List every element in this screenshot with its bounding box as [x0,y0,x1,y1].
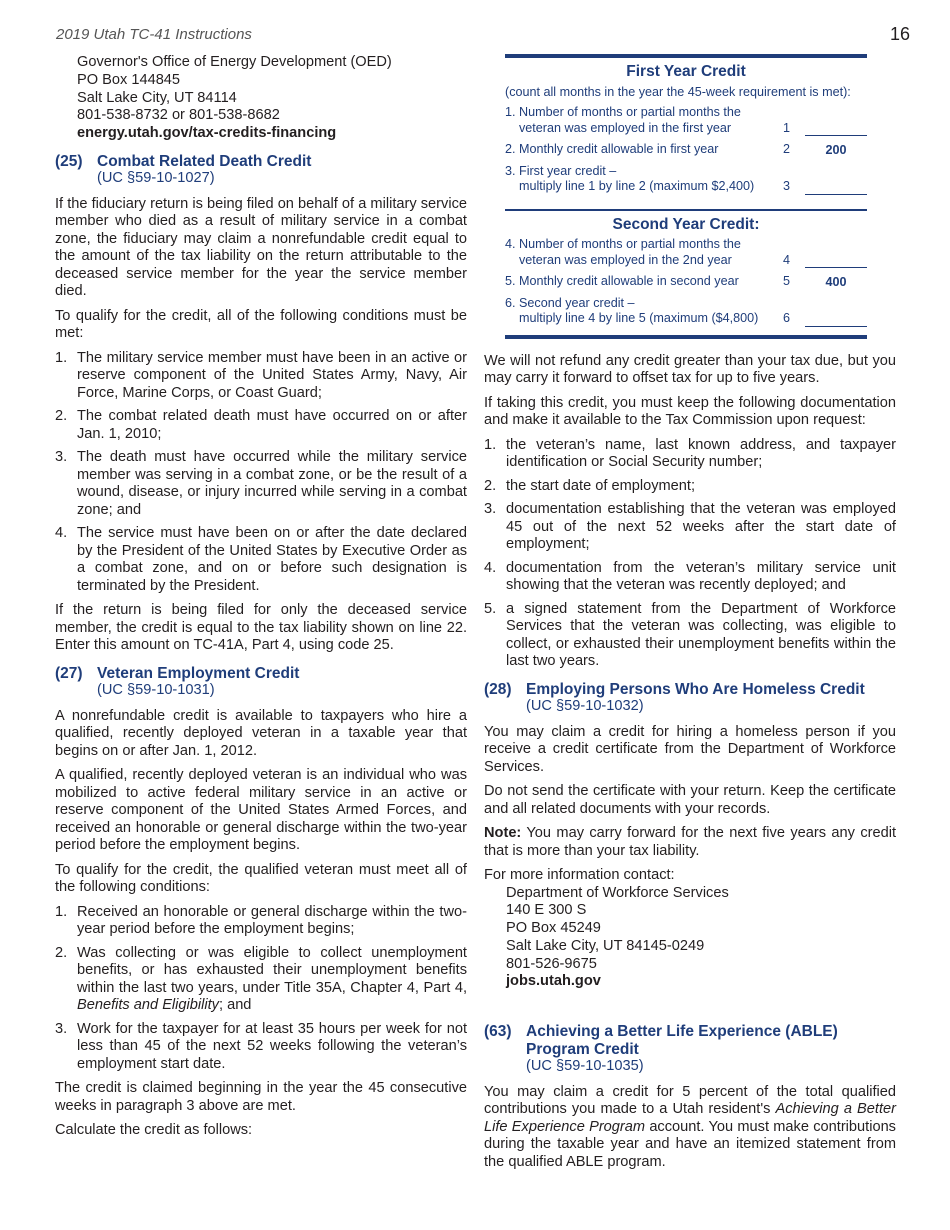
section-number: (28) [484,680,512,698]
address-line: 140 E 300 S [506,902,587,919]
worksheet-line-1: 1. Number of months or partial months the veteran was employed in the first year 1 [505,105,867,136]
address-line: Department of Workforce Services [506,884,729,901]
section-number: (27) [55,664,83,682]
paragraph: To qualify for the credit, all of the following conditions must be met: [55,307,467,342]
list-item: 1. the veteran’s name, last known address, and taxpayer identification or Social Security number; [484,436,896,470]
address-line: PO Box 45249 [506,920,601,937]
left-column [55,54,467,1147]
dws-address [506,885,896,992]
list-item: 1. The military service member must have been in an active or reserve component of the United States Army, Navy, Air Force, Marine Corps, or Coast Guard; [55,349,467,401]
line-3-field[interactable] [805,179,867,195]
list-item: 4. The service must have been on or after the date declared by the President of the United States by Executive Order as a combat zone, and on or before such designation is terminated by the President. [55,525,467,594]
section-citation: (UC §59-10-1035) [526,1058,644,1075]
right-column [484,54,896,1178]
worksheet-line-2: 2. Monthly credit allowable in first year 2 200 [505,142,867,158]
paragraph: You may claim a credit for hiring a homeless person if you receive a credit certificate from the Department of Workforce Services. [484,723,896,775]
address-line: 801-526-9675 [506,955,597,972]
list-item: 1. Received an honorable or general discharge within the two-year period before the employment begins; [55,903,467,938]
worksheet-line-5: 5. Monthly credit allowable in second year 5 400 [505,274,867,290]
worksheet-line-4: 4. Number of months or partial months the veteran was employed in the 2nd year 4 [505,237,867,268]
credit-worksheet [505,54,867,339]
list-item: 3. Work for the taxpayer for at least 35 hours per week for not less than 45 of the next 52 weeks following the veteran’s employment start date. [55,1020,467,1072]
paragraph: A nonrefundable credit is available to taxpayers who hire a qualified, recently deployed veteran in a taxable year that begins on or after Jan. 1, 2012. [55,707,467,759]
list-item: 2. The combat related death must have occurred on or after Jan. 1, 2010; [55,408,467,442]
jobs-website-link[interactable]: jobs.utah.gov [506,973,601,990]
paragraph: Calculate the credit as follows: [55,1122,253,1139]
paragraph: If the fiduciary return is being filed on behalf of a military service member who died as a result of military service in a combat zone, the fiduciary may claim a nonrefundable credit equal to the amount of the tax liability on the return attributable to the deceased service member for the year the service member died. [55,195,467,300]
list-item: 2. Was collecting or was eligible to collect unemployment benefits, or has exhausted their unemployment benefits within the last two years, under Title 35A, Chapter 4, Part 4, Benefits and Eligibility; and [55,944,467,1014]
address-line: Salt Lake City, UT 84114 [77,89,237,106]
paragraph: You may claim a credit for 5 percent of the total qualified contributions you made to a Utah resident's Achieving a Better Life Experience Program account. You must make contributions during the taxable year and have an itemized statement from the qualified ABLE program. [484,1083,896,1170]
line-5-value: 400 [825,274,847,289]
section-title: Veteran Employment Credit [97,664,300,682]
line-4-field[interactable] [805,252,867,268]
line-2-value: 200 [825,142,847,157]
worksheet-first-year-title: First Year Credit [626,63,746,80]
section-28-heading [484,681,896,716]
section-63-heading [484,1023,896,1076]
contact-intro: For more information contact: [484,867,675,883]
line-1-field[interactable] [805,120,867,136]
worksheet-line-6: 6. Second year credit – multiply line 4 by line 5 (maximum ($4,800) 6 [505,296,867,327]
list-item: 5. a signed statement from the Department of Workforce Services that the veteran was collecting, was eligible to collect, or exhausted their unemployment benefits within the last two years. [484,600,896,669]
document-header-title: 2019 Utah TC-41 Instructions [56,26,252,43]
list-item: 4. documentation from the veteran’s military service unit showing that the veteran was recently deployed; and [484,559,896,593]
address-line: 801-538-8732 or 801-538-8682 [77,107,280,124]
line-6-field[interactable] [805,311,867,327]
section-citation: (UC §59-10-1031) [97,682,215,699]
list-item: 2. the start date of employment; [484,477,696,494]
section-number: (25) [55,152,83,170]
list-item: 3. The death must have occurred while the military service member was serving in a combat zone, or be the result of a wound, disease, or injury incurred while serving in a combat zone; and [55,449,467,518]
address-line: Governor's Office of Energy Development (OED) [77,54,392,70]
worksheet-first-year-subtitle: (count all months in the year the 45-week requirement is met): [505,84,851,99]
section-citation: (UC §59-10-1032) [526,698,644,714]
paragraph: We will not refund any credit greater than your tax due, but you may carry it forward to offset tax for up to five years. [484,352,896,386]
section-27-heading [55,665,467,700]
note-paragraph: Note: You may carry forward for the next five years any credit that is more than your tax liability. [484,825,896,859]
paragraph: If the return is being filed for only the deceased service member, the credit is equal to the tax liability shown on line 22. Enter this amount on TC-41A, Part 4, using code 25. [55,602,467,654]
worksheet-line-3: 3. First year credit – multiply line 1 by line 2 (maximum $2,400) 3 [505,164,867,195]
paragraph: A qualified, recently deployed veteran is an individual who was mobilized to active federal military service in an active or reserve component of the United States Armed Forces, and received an honorable or general discharge within the two-year period before the employment begins. [55,767,467,854]
oed-website-link[interactable]: energy.utah.gov/tax-credits-financing [77,125,337,142]
address-line: PO Box 144845 [77,71,181,88]
section-number: (63) [484,1023,512,1041]
section-title: Achieving a Better Life Experience (ABLE) Program Credit [526,1023,838,1058]
documentation-list [484,437,896,671]
section-25-heading [55,153,467,188]
section-title: Combat Related Death Credit [97,152,312,170]
section-citation: (UC §59-10-1027) [97,170,215,187]
paragraph: The credit is claimed beginning in the year the 45 consecutive weeks in paragraph 3 above are met. [55,1080,467,1114]
conditions-list [55,350,467,596]
oed-address [77,54,467,143]
worksheet-second-year-title: Second Year Credit: [612,215,760,233]
address-line: Salt Lake City, UT 84145-0249 [506,937,705,954]
page-number: 16 [890,24,911,44]
paragraph: If taking this credit, you must keep the following documentation and make it available to the Tax Commission upon request: [484,394,896,428]
paragraph: Do not send the certificate with your return. Keep the certificate and all related documents with your records. [484,783,896,817]
list-item: 3. documentation establishing that the veteran was employed 45 out of the next 52 weeks after the start date of employment; [484,501,896,552]
veteran-conditions-list [55,904,467,1074]
paragraph: To qualify for the credit, the qualified veteran must meet all of the following conditions: [55,861,467,896]
worksheet-divider [505,209,867,211]
section-title: Employing Persons Who Are Homeless Credit [526,680,865,698]
